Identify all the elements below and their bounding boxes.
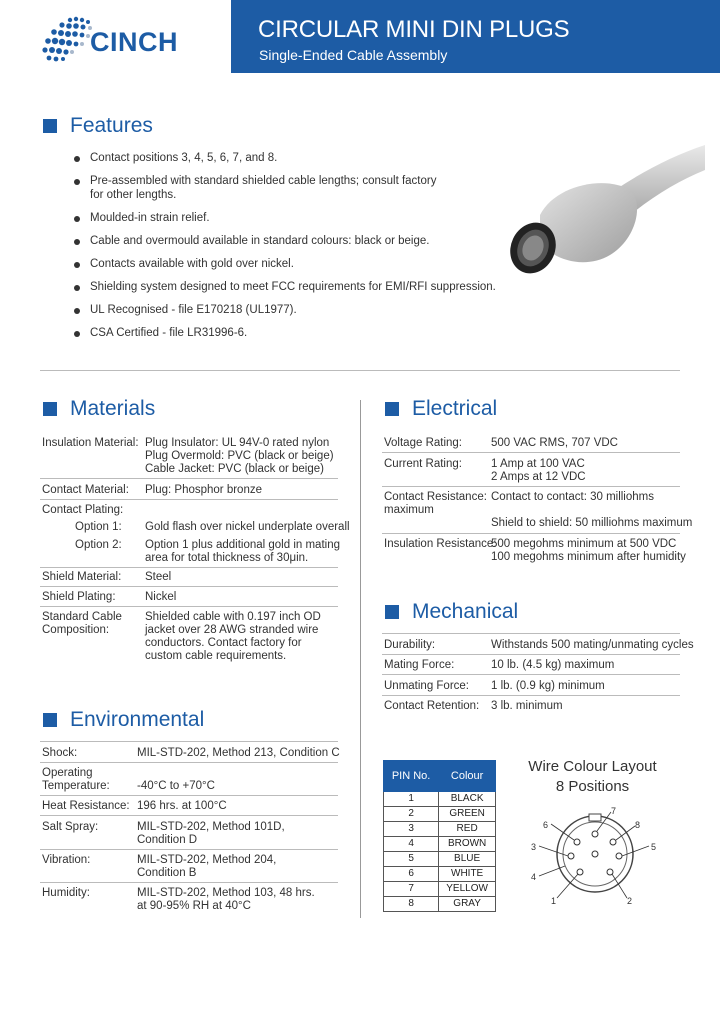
- pin-8-label: 8: [635, 820, 641, 830]
- bullet-icon: [74, 331, 80, 337]
- pin-colour-table: [383, 760, 496, 912]
- current-value: 1 Amp at 100 VAC: [491, 458, 585, 470]
- cable-label: Composition:: [42, 624, 110, 636]
- shield-plating-label: Shield Plating:: [42, 591, 116, 603]
- row-divider: [382, 452, 680, 453]
- pin-colour: BROWN: [439, 837, 496, 852]
- pin-colour: GREEN: [439, 807, 496, 822]
- pin-number: 1: [384, 792, 439, 807]
- insulation-label: Insulation Material:: [42, 437, 139, 449]
- row-divider: [382, 674, 680, 675]
- humidity-value: MIL-STD-202, Method 103, 48 hrs.: [137, 887, 315, 899]
- pin-5-label: 5: [651, 842, 657, 852]
- current-value: 2 Amps at 12 VDC: [491, 471, 586, 483]
- pin-6-label: 6: [543, 820, 549, 830]
- pin-number: 7: [384, 882, 439, 897]
- option1-value: Gold flash over nickel underplate overall: [145, 521, 350, 533]
- colour-column-header: Colour: [439, 761, 496, 792]
- pin-2-label: 2: [627, 896, 633, 906]
- connector-pinout-diagram: [525, 800, 665, 910]
- row-divider: [382, 486, 680, 487]
- insulation-value: Plug Insulator: UL 94V-0 rated nylon: [145, 437, 330, 449]
- pin-number: 8: [384, 897, 439, 912]
- shock-label: Shock:: [42, 747, 78, 759]
- shield-material-label: Shield Material:: [42, 571, 122, 583]
- table-row: [384, 897, 496, 912]
- cable-value: Shielded cable with 0.197 inch OD: [145, 611, 321, 623]
- contact-material-value: Plug: Phosphor bronze: [145, 484, 262, 496]
- materials-section-marker: [43, 402, 57, 416]
- heat-label: Heat Resistance:: [42, 800, 130, 812]
- salt-label: Salt Spray:: [42, 821, 99, 833]
- pin-6-leader: [551, 824, 574, 840]
- pin-3-contact: [568, 853, 574, 859]
- shock-value: MIL-STD-202, Method 213, Condition C: [137, 747, 340, 759]
- table-row: [384, 852, 496, 867]
- electrical-section-marker: [385, 402, 399, 416]
- column-divider: [360, 400, 361, 918]
- unmating-force-label: Unmating Force:: [384, 680, 470, 692]
- features-section-marker: [43, 119, 57, 133]
- voltage-label: Voltage Rating:: [384, 437, 463, 449]
- insulation-value: Cable Jacket: PVC (black or beige): [145, 463, 324, 475]
- pin-colour: GRAY: [439, 897, 496, 912]
- pin-colour: BLACK: [439, 792, 496, 807]
- pin-colour: BLUE: [439, 852, 496, 867]
- current-label: Current Rating:: [384, 458, 462, 470]
- table-row: [384, 822, 496, 837]
- row-divider: [40, 567, 338, 568]
- row-divider: [382, 695, 680, 696]
- mating-force-label: Mating Force:: [384, 659, 455, 671]
- vibration-label: Vibration:: [42, 854, 91, 866]
- environmental-section-marker: [43, 713, 57, 727]
- pin-8-contact: [610, 839, 616, 845]
- feature-item: Shielding system designed to meet FCC requirements for EMI/RFI suppression.: [90, 281, 496, 293]
- bullet-icon: [74, 285, 80, 291]
- row-divider: [40, 795, 338, 796]
- bullet-icon: [74, 262, 80, 268]
- row-divider: [40, 882, 338, 883]
- feature-item: for other lengths.: [90, 189, 177, 201]
- option1-label: Option 1:: [75, 521, 122, 533]
- vibration-value: Condition B: [137, 867, 197, 879]
- plug-photo: [495, 130, 705, 300]
- insulation-resistance-value: 500 megohms minimum at 500 VDC: [491, 538, 677, 550]
- pin-colour: WHITE: [439, 867, 496, 882]
- row-divider: [382, 633, 680, 634]
- insulation-resistance-label: Insulation Resistance:: [384, 538, 497, 550]
- row-divider: [40, 815, 338, 816]
- row-divider: [40, 586, 338, 587]
- table-row: [384, 867, 496, 882]
- pin-7-label: 7: [611, 806, 617, 816]
- bullet-icon: [74, 156, 80, 162]
- bullet-icon: [74, 216, 80, 222]
- pin-number: 2: [384, 807, 439, 822]
- humidity-label: Humidity:: [42, 887, 90, 899]
- contact-material-label: Contact Material:: [42, 484, 129, 496]
- table-row: [384, 807, 496, 822]
- table-row: [384, 792, 496, 807]
- option2-value: area for total thickness of 30μin.: [145, 552, 309, 564]
- contact-resistance-value: Contact to contact: 30 milliohms: [491, 491, 654, 503]
- cable-value: conductors. Contact factory for: [145, 637, 302, 649]
- electrical-title: Electrical: [412, 397, 498, 420]
- connector-key: [589, 814, 601, 821]
- bullet-icon: [74, 239, 80, 245]
- pin-number: 3: [384, 822, 439, 837]
- contact-resistance-value: Shield to shield: 50 milliohms maximum: [491, 517, 693, 529]
- row-divider: [40, 762, 338, 763]
- feature-item: CSA Certified - file LR31996-6.: [90, 327, 248, 339]
- pin-column-header: PIN No.: [384, 761, 439, 792]
- table-row: [384, 837, 496, 852]
- contact-resistance-label: Contact Resistance:: [384, 491, 487, 503]
- pin-5-contact: [616, 853, 622, 859]
- shield-material-value: Steel: [145, 571, 172, 583]
- feature-item: Contact positions 3, 4, 5, 6, 7, and 8.: [90, 152, 278, 164]
- optemp-value: -40°C to +70°C: [137, 780, 215, 792]
- wire-layout-title: Wire Colour Layout: [528, 758, 657, 775]
- salt-value: MIL-STD-202, Method 101D,: [137, 821, 285, 833]
- vibration-value: MIL-STD-202, Method 204,: [137, 854, 277, 866]
- row-divider: [382, 533, 680, 534]
- page-title: CIRCULAR MINI DIN PLUGS: [258, 16, 570, 43]
- pin-center-contact: [592, 851, 598, 857]
- feature-item: UL Recognised - file E170218 (UL1977).: [90, 304, 297, 316]
- row-divider: [382, 654, 680, 655]
- humidity-value: at 90-95% RH at 40°C: [137, 900, 251, 912]
- feature-item: Cable and overmould available in standard colours: black or beige.: [90, 235, 430, 247]
- contact-plating-label: Contact Plating:: [42, 504, 124, 516]
- pin-6-contact: [574, 839, 580, 845]
- unmating-force-value: 1 lb. (0.9 kg) minimum: [491, 680, 605, 692]
- durability-label: Durability:: [384, 639, 436, 651]
- optemp-label: Temperature:: [42, 780, 110, 792]
- pin-number: 5: [384, 852, 439, 867]
- contact-retention-value: 3 lb. minimum: [491, 700, 563, 712]
- wire-layout-subtitle: 8 Positions: [555, 778, 630, 795]
- bullet-icon: [74, 308, 80, 314]
- pin-colour: RED: [439, 822, 496, 837]
- voltage-value: 500 VAC RMS, 707 VDC: [491, 437, 618, 449]
- bullet-icon: [74, 179, 80, 185]
- materials-title: Materials: [70, 397, 156, 420]
- pin-4-label: 4: [531, 872, 537, 882]
- insulation-value: Plug Overmold: PVC (black or beige): [145, 450, 334, 462]
- row-divider: [40, 849, 338, 850]
- mechanical-section-marker: [385, 605, 399, 619]
- cable-value: custom cable requirements.: [145, 650, 287, 662]
- contact-resistance-label: maximum: [384, 504, 434, 516]
- features-title: Features: [70, 114, 153, 137]
- pin-7-contact: [592, 831, 598, 837]
- salt-value: Condition D: [137, 834, 198, 846]
- row-divider: [40, 499, 338, 500]
- mating-force-value: 10 lb. (4.5 kg) maximum: [491, 659, 615, 671]
- feature-item: Moulded-in strain relief.: [90, 212, 210, 224]
- pin-1-label: 1: [551, 896, 557, 906]
- shield-plating-value: Nickel: [145, 591, 177, 603]
- option2-value: Option 1 plus additional gold in mating: [145, 539, 340, 551]
- row-divider: [40, 741, 338, 742]
- environmental-title: Environmental: [70, 708, 205, 731]
- cable-label: Standard Cable: [42, 611, 122, 623]
- section-divider: [40, 370, 680, 371]
- row-divider: [40, 478, 338, 479]
- table-row: [384, 882, 496, 897]
- page-subtitle: Single-Ended Cable Assembly: [259, 47, 448, 63]
- pin-number: 6: [384, 867, 439, 882]
- logo-text: CINCH: [90, 27, 178, 57]
- pin-colour: YELLOW: [439, 882, 496, 897]
- table-header-row: [384, 761, 496, 792]
- feature-item: Contacts available with gold over nickel.: [90, 258, 294, 270]
- option2-label: Option 2:: [75, 539, 122, 551]
- contact-retention-label: Contact Retention:: [384, 700, 480, 712]
- row-divider: [40, 606, 338, 607]
- durability-value: Withstands 500 mating/unmating cycles: [491, 639, 694, 651]
- heat-value: 196 hrs. at 100°C: [137, 800, 227, 812]
- cable-value: jacket over 28 AWG stranded wire: [145, 624, 319, 636]
- pin-3-label: 3: [531, 842, 537, 852]
- pin-number: 4: [384, 837, 439, 852]
- feature-item: Pre-assembled with standard shielded cable lengths; consult factory: [90, 175, 437, 187]
- optemp-label: Operating: [42, 767, 93, 779]
- insulation-resistance-value: 100 megohms minimum after humidity: [491, 551, 686, 563]
- mechanical-title: Mechanical: [412, 600, 519, 623]
